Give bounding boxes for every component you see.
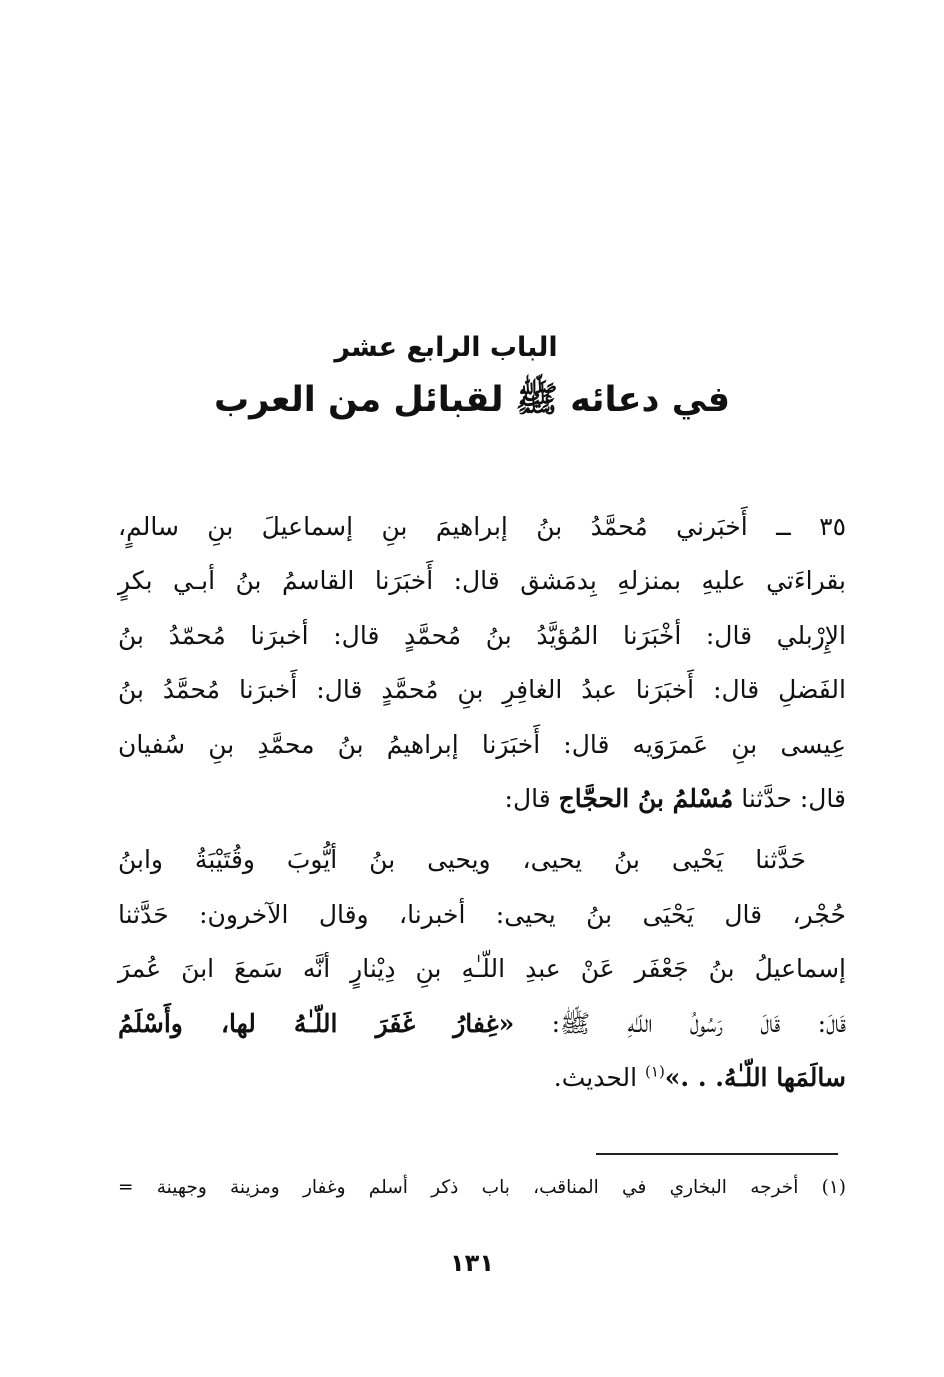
hadith-quote-end: سالَمَها اللّـٰهُ. . .» (664, 1062, 846, 1092)
paragraph1-line-4: الفَضلِ قال: أَخبَرَنا عبدُ الغافِرِ بنِ مُحمَّدٍ قال: أَخبرَنا مُحمَّدُ بنُ (118, 675, 846, 705)
paragraph1-line-5: عِيسى بنِ عَمرَوَيه قال: أَخبَرَنا إبراهيمُ بنُ محمَّدِ بنِ سُفيان (118, 729, 846, 759)
narrator-muslim: مُسْلمُ بنُ الحجَّاج (558, 783, 734, 813)
hadith-quote-start: «غِفارُ غَفَرَ اللّـٰهُ لها، وأَسْلَمُ (118, 1008, 515, 1038)
isnad-suffix: قال: (504, 783, 559, 813)
hadith-trailer: الحديث. (553, 1062, 646, 1092)
paragraph1-line-3: الإِرْبلي قال: أخْبَرَنا المُؤيَّدُ بنُ مُحمَّدٍ قال: أخبرَنا مُحمّدُ بنُ (118, 620, 846, 650)
paragraph2-line-2: حُجْر، قال يَحْيَى بنُ يحيى: أخبرنا، وقال الآخرون: حَدَّثنا (118, 899, 846, 929)
isnad-prefix: قال: حدَّثنا (733, 783, 846, 813)
footnote-separator (596, 1153, 838, 1155)
chapter-heading (0, 328, 944, 429)
quote-intro: قَالَ: قَالَ رَسُولُ اللّـٰهِ ﷺ: (514, 1008, 846, 1038)
paragraph2-line-3: إسماعيلُ بنُ جَعْفَر عَنْ عبدِ اللّـٰهِ بنِ دِيْنارٍ أنَّه سَمعَ ابنَ عُمرَ (118, 954, 846, 984)
paragraph1-line-6 (118, 772, 846, 826)
paragraph1-line-1: ٣٥ ــ أَخبَرني مُحمَّدُ بنُ إبراهيمَ بنِ إسماعيلَ بنِ سالمٍ، (118, 512, 846, 541)
footnote-reference: (١) (645, 1062, 665, 1081)
paragraph2-line-4 (118, 997, 846, 1051)
paragraph1-line-2: بقراءَتي عليهِ بمنزلهِ بِدمَشق قال: أَخبَرَنا القاسمُ بنُ أبـي بكرٍ (118, 566, 846, 596)
footnote: (١) أخرجه البخاري في المناقب، باب ذكر أسلم وغفار ومزينة وجهينة = (118, 1177, 846, 1198)
paragraph2-line-1: حَدَّثنا يَحْيى بنُ يحيى، ويحيى بنُ أيُّوبَ وقُتَيْبَةُ وابنُ (118, 845, 806, 875)
body-text (118, 500, 846, 1105)
page-number: ١٣١ (450, 1249, 494, 1277)
chapter-label: الباب الرابع عشر (334, 332, 558, 363)
paragraph2-line-5 (118, 1051, 846, 1105)
chapter-title: في دعائه ﷺ لقبائل من العرب (213, 380, 731, 420)
